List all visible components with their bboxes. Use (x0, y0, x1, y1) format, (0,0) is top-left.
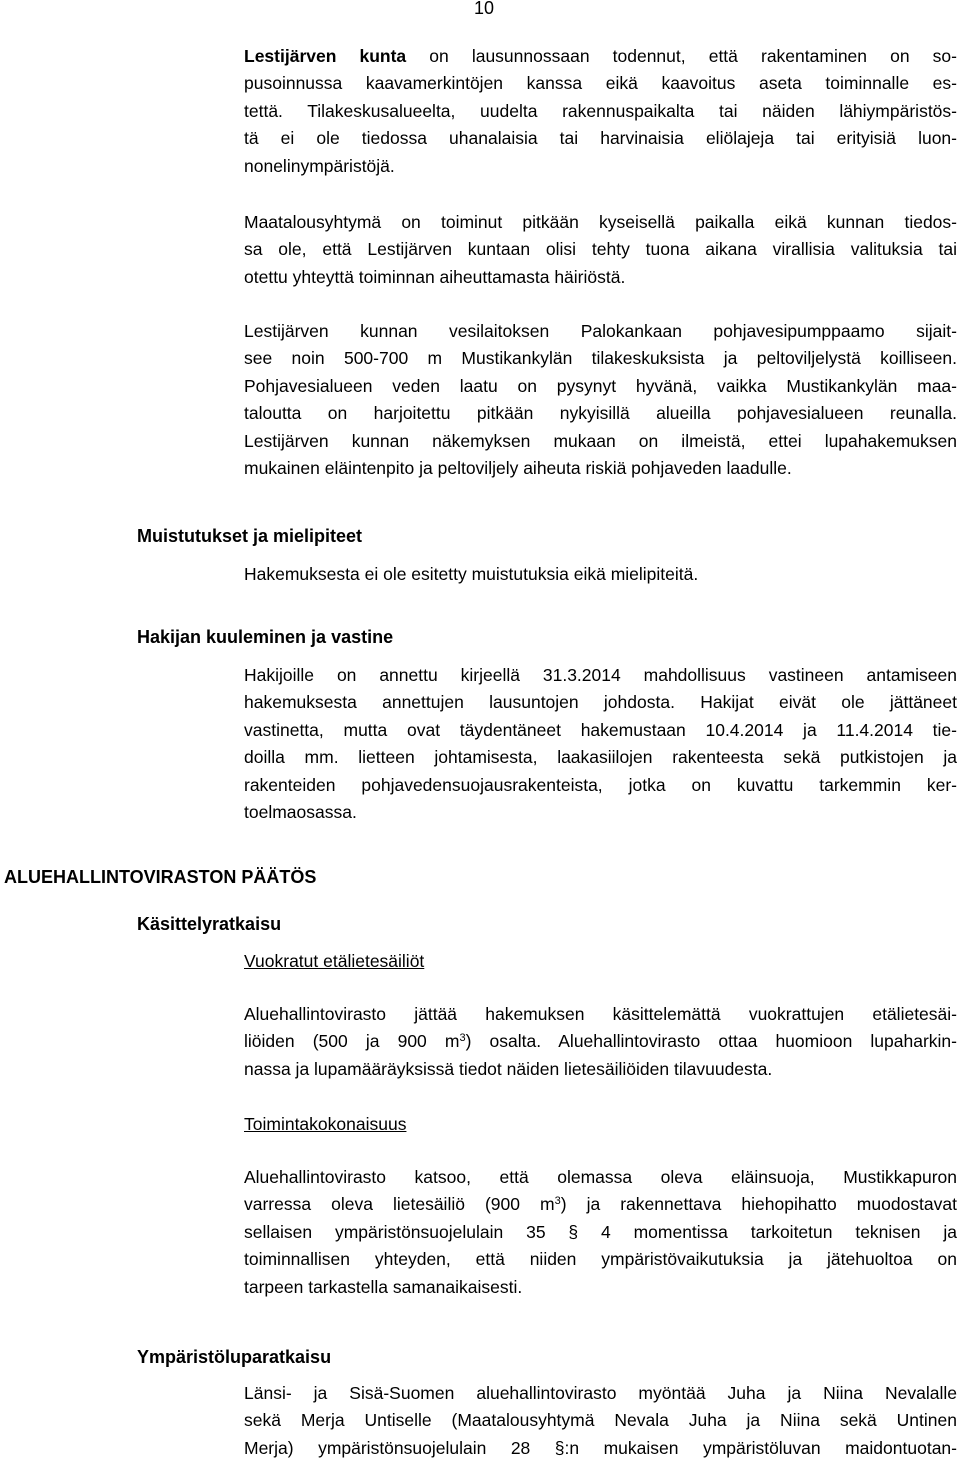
paragraph-muistutukset (244, 561, 957, 588)
text-line: hakemuksesta annettujen lausuntojen johdosta. Hakijat eivät ole jättäneet (244, 692, 957, 713)
paragraph-hakijan-kuuleminen (244, 662, 957, 826)
text-line: taloutta on harjoitettu pitkään nykyisillä alueilla pohjavesialueen reunalla. (244, 403, 957, 424)
heading-ymparistoluparatkaisu: Ympäristöluparatkaisu (137, 1347, 332, 1367)
text-line: Pohjavesialueen veden laatu on pysynyt hyvänä, vaikka Mustikankylän maa- (244, 375, 957, 396)
text-line: mukainen eläintenpito ja peltoviljely aiheuta riskiä pohjaveden laadulle. (244, 458, 792, 479)
page-number: 10 (474, 0, 495, 18)
text-line: liöiden (500 ja 900 $m^3$) osalta. Aluehallintovirasto ottaa huomioon lupaharkin- (244, 1031, 957, 1052)
text-line: Lestijärven kunta on lausunnossaan todennut, että rakentaminen on so- (244, 46, 957, 66)
text-line: toelmaosassa. (244, 802, 357, 823)
text-line: otettu yhteyttä toiminnan aiheuttamasta häiriöstä. (244, 266, 626, 287)
text-line: Aluehallintovirasto jättää hakemuksen käsittelemättä vuokrattujen etälietesäi- (244, 1004, 957, 1024)
text-line: Hakijoille on annettu kirjeellä 31.3.2014 mahdollisuus vastineen antamiseen (244, 665, 957, 685)
text-line: sekä Merja Untiselle (Maatalousyhtymä Nevala Juha ja Niina sekä Untinen (244, 1410, 957, 1431)
heading-main: ALUEHALLINTOVIRASTON PÄÄTÖS (4, 867, 317, 887)
text-line: Länsi- ja Sisä-Suomen aluehallintovirasto myöntää Juha ja Niina Nevalalle (244, 1383, 957, 1403)
superscript: 3 (459, 1032, 466, 1045)
text-line: vastinetta, mutta ovat täydentäneet hakemustaan 10.4.2014 ja 11.4.2014 tie- (244, 719, 957, 740)
subheading-vuokratut-etalietesailiot: Vuokratut etälietesäiliöt (244, 951, 425, 971)
heading-kasittelyratkaisu: Käsittelyratkaisu (137, 914, 282, 934)
text-line: pusoinnussa kaavamerkintöjen kanssa eikä kaavoitus aseta toiminnalle es- (244, 73, 957, 94)
text-line: Merja) ympäristönsuojelulain 28 §:n mukaisen ympäristöluvan maidontuotan- (244, 1437, 957, 1458)
paragraph-toimintakokonaisuus (244, 1164, 957, 1301)
heading-muistutukset: Muistutukset ja mielipiteet (137, 526, 363, 546)
bold-lead: Lestijärven kunta (244, 46, 407, 66)
text-line: Aluehallintovirasto katsoo, että olemassa oleva eläinsuoja, Mustikkapuron (244, 1167, 957, 1187)
text-line: Hakemuksesta ei ole esitetty muistutuksia eikä mielipiteitä. (244, 564, 699, 584)
subheading-toimintakokonaisuus: Toimintakokonaisuus (244, 1114, 407, 1134)
text-line: tarpeen tarkastella samanaikaisesti. (244, 1276, 523, 1297)
text-line: see noin 500-700 m Mustikankylän tilakeskuksista ja peltoviljelystä koilliseen. (244, 348, 957, 369)
heading-hakijan-kuuleminen: Hakijan kuuleminen ja vastine (137, 627, 394, 647)
text-line: rakenteiden pohjavedensuojausrakenteista, jotka on kuvattu tarkemmin ker- (244, 774, 957, 795)
text-line: tä ei ole tiedossa uhanalaisia tai harvinaisia eliölajeja tai erityisiä luon- (244, 128, 957, 149)
text-line: varressa oleva lietesäiliö (900 $m^3$) ja rakennettava hiehopihatto muodostavat (244, 1194, 957, 1215)
text-line: Lestijärven kunnan näkemyksen mukaan on ilmeistä, ettei lupahakemuksen (244, 430, 957, 451)
paragraph-maatalousyhtyma (244, 209, 957, 291)
text-line: sa ole, että Lestijärven kuntaan olisi tehty tuona aikana virallisia valituksia tai (244, 239, 957, 260)
text-line: sellaisen ympäristönsuojelulain 35 § 4 momentissa tarkoitetun teknisen ja (244, 1221, 957, 1242)
text-line: doilla mm. lietteen johtamisesta, laakasiilojen rakenteesta sekä putkistojen ja (244, 747, 957, 768)
text-line: nassa ja lupamääräyksissä tiedot näiden lietesäiliöiden tilavuudesta. (244, 1058, 773, 1079)
text-line: toiminnallisen yhteyden, että niiden ympäristövaikutuksia ja jätehuoltoa on (244, 1249, 957, 1270)
superscript: 3 (554, 1195, 561, 1208)
paragraph-lestijarvi-statement (244, 43, 957, 180)
text-line: nonelinympäristöjä. (244, 155, 395, 176)
paragraph-ymparistoluparatkaisu (244, 1380, 957, 1462)
paragraph-vesilaitos (244, 318, 957, 482)
text-line: tettä. Tilakeskusalueelta, uudelta rakennuspaikalta tai näiden lähiympäristös- (244, 100, 957, 121)
text-line: Maatalousyhtymä on toiminut pitkään kyseisellä paikalla eikä kunnan tiedos- (244, 212, 957, 232)
text-line: Lestijärven kunnan vesilaitoksen Palokankaan pohjavesipumppaamo sijait- (244, 321, 957, 341)
paragraph-vuokratut (244, 1001, 957, 1083)
